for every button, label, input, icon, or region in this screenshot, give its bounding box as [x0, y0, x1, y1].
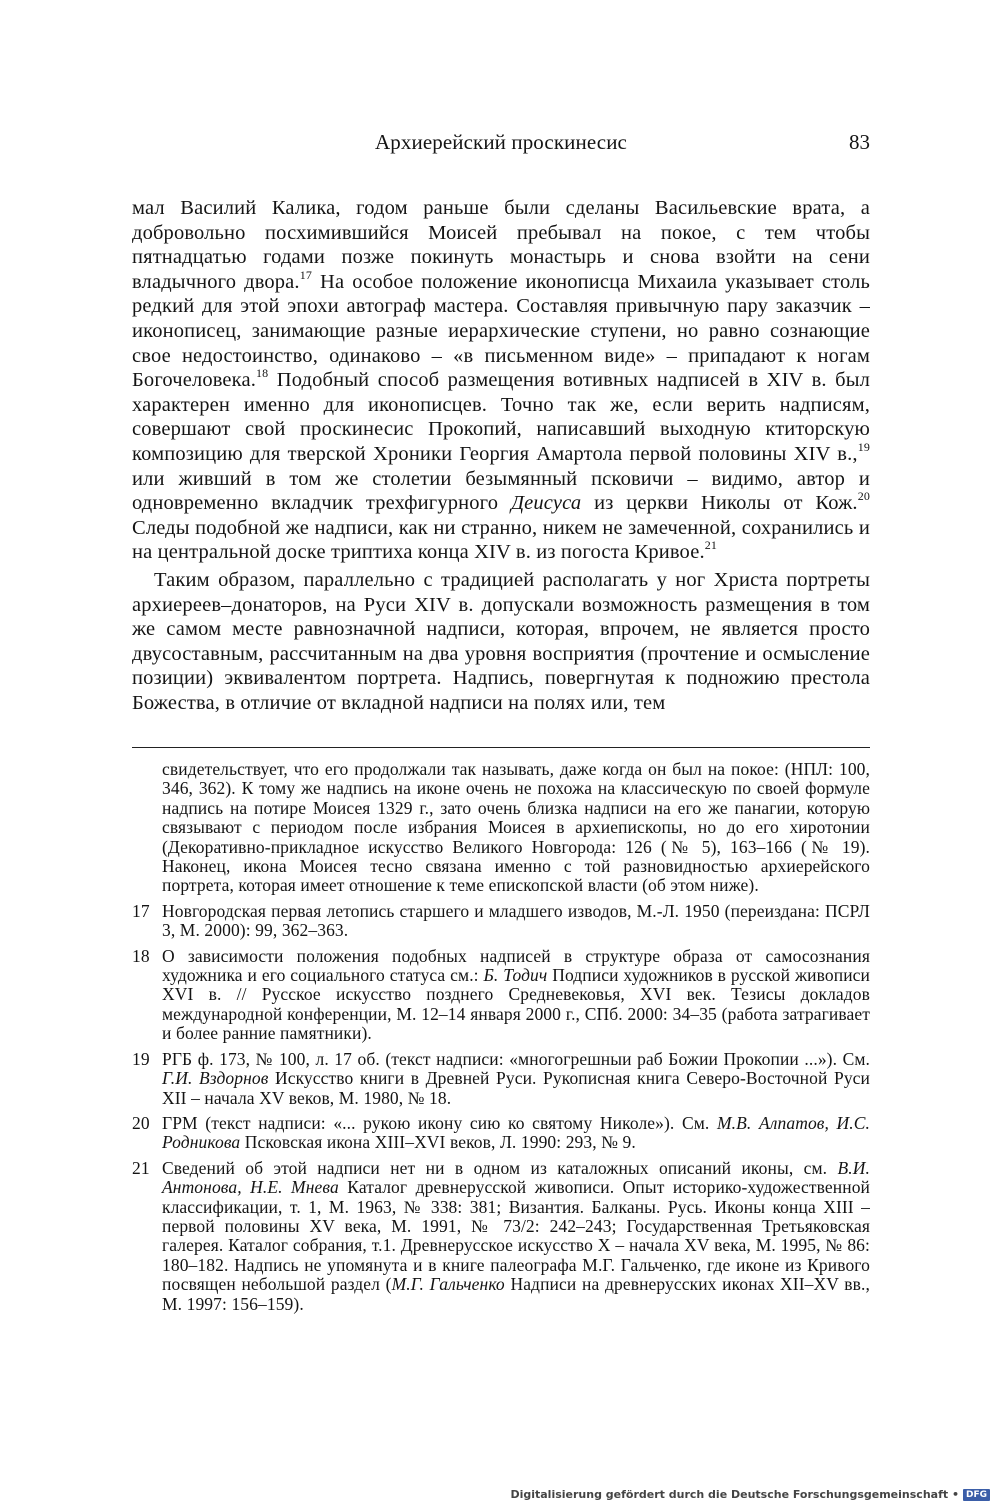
running-title: Архиерейский проскинесис — [375, 130, 627, 154]
footnote-number: 20 — [132, 1112, 150, 1133]
footnote-ref-20[interactable]: 20 — [857, 489, 870, 504]
footnote-ref-21[interactable]: 21 — [704, 538, 718, 553]
deisus-italic: Деисуса — [510, 492, 582, 515]
footnote-ref-18[interactable]: 18 — [256, 366, 269, 381]
footnote-20: 20 ГРМ (текст надписи: «... рукою икону сию ко святому Николе»). См. М.В. Алпатов, И.С. Родникова Псковская икона XIII–XVI веков, Л. 1990: 293, № 9. — [132, 1112, 870, 1153]
dfg-logo: DFG — [963, 1489, 990, 1501]
footnote-number: 18 — [132, 945, 150, 966]
footnote-number: 17 — [132, 900, 150, 921]
digitization-credit — [510, 1488, 990, 1501]
footnote-ref-17[interactable]: 17 — [299, 267, 313, 282]
footnote-ref-19[interactable]: 19 — [857, 439, 870, 454]
author-name: Б. Тодич — [483, 965, 548, 986]
author-name: М.В. Алпатов, И.С. Родникова — [162, 1112, 870, 1153]
footnotes — [132, 760, 870, 1320]
page-number: 83 — [849, 130, 870, 154]
author-name: Г.И. Вздорнов — [162, 1068, 269, 1089]
footnote-18: 18 О зависимости положения подобных надписей в структуре образа от самосознания художника и его социального статуса см.: Б. Тодич Подписи художников в русской живописи XVI в. // Русское искусство позднего Средневековья, XVI век. Тезисы докладов международной конференции, М. 12–14 января 2000 г., СПб. 2000: 34–35 (работа затрагивает и более ранние памятники). — [132, 945, 871, 1044]
footnote-21: 21 Сведений об этой надписи нет ни в одном из каталожных описаний иконы, см. В.И. Антонова, Н.Е. Мнева Каталог древнерусской живописи. Опыт историко-художественной классификации, т. 1, М. 1963, № 338: 381; Византия. Балканы. Русь. Иконы конца XIII – первой половины XV века, М. 1991, № 73/2: 242–243; Государственная Третьяковская галерея. Каталог собрания, т.1. Древнерусское искусство X – начала XV века, М. 1995, № 86: 180–182. Надпись не упомянута и в книге палеографа М.Г. Гальченко, где иконе из Кривого посвящен небольшой раздел (М.Г. Гальченко Надписи на древнерусских иконах XII–XV вв., М. 1997: 156–159). — [132, 1157, 871, 1314]
page-header — [132, 130, 870, 164]
footnote-continuation: свидетельствует, что его продолжали так называть, даже когда он был на покое: (НПЛ: 100, 346, 362). К тому же надпись на иконе очень не похожа на классическую по своей формуле надпись на потире Моисея 1329 г., зато очень близка надписи на его же панагии, которую связывают с периодом после избрания Моисея в архиепископы, но до его хиротонии (Декоративно-прикладное искусство Великого Новгорода: 126 (№ 5), 163–166 (№ 19). Наконец, икона Моисея тесно связана именно с той разновидностью архиерейского портрета, которая имеет отношение к теме епископской власти (об этом ниже). — [162, 759, 870, 896]
author-name: В.И. Антонова, Н.Е. Мнева — [162, 1157, 870, 1198]
author-name: М.Г. Гальченко — [391, 1274, 505, 1295]
footnote-separator — [132, 747, 870, 748]
paragraph-2: Таким образом, параллельно с традицией располагать у ног Христа портреты архиереев–донаторов, на Руси XIV в. допускали возможность размещения в том же самом месте равнозначной надписи, которая, впрочем, не является просто двусоставным, рассчитанным на два уровня восприятия (прочтение и осмысление позиции) эквивалентом портрета. Надпись, повергнутая к подножию престола Божества, в отличие от вкладной надписи на полях или, тем — [132, 568, 870, 714]
main-text — [132, 196, 870, 715]
footnote-number: 19 — [132, 1048, 150, 1069]
footnote-19: 19 РГБ ф. 173, № 100, л. 17 об. (текст надписи: «многогрешныи раб Божии Прокопии ...»). См. Г.И. Вздорнов Искусство книги в Древней Руси. Рукописная книга Северо-Восточной Руси XII – начала XV веков, М. 1980, № 18. — [132, 1048, 870, 1108]
paragraph-1: мал Василий Калика, годом раньше были сделаны Васильевские врата, а добровольно посхимившийся Моисей пребывал на покое, с тем чтобы пятнадцатью годами позже покинуть монастырь и снова взойти на сени владычного двора.$^{17}$ На особое положение иконописца Михаила указывает столь редкий для этой эпохи автограф мастера. Составляя привычную пару заказчик – иконописец, занимающие разные иерархические ступени, но равно сознающие свое недостоинство, одинаково – «в письменном виде» – припадают к ногам Богочеловека.$^{18}$ Подобный способ размещения вотивных надписей в XIV в. был характерен именно для иконописцев. Точно так же, если верить надписям, совершают свой проскинесис Прокопий, написавший выходную ктиторскую композицию для тверской Хроники Георгия Амартола первой половины XIV в.,$^{19}$ или живший в том же столетии безымянный псковичи – видимо, автор и одновременно вкладчик трехфигурного Деисуса из церкви Николы от Кож.$^{20}$ Следы подобной же надписи, как ни странно, никем не замеченной, сохранились и на центральной доске триптиха конца XIV в. из погоста Кривое.$^{21}$ — [132, 197, 870, 564]
footnote-number: 21 — [132, 1157, 150, 1178]
digitization-credit-text: Digitalisierung gefördert durch die Deutsche Forschungsgemeinschaft • — [510, 1488, 959, 1501]
footnote-17: 17 Новгородская первая летопись старшего и младшего изводов, М.-Л. 1950 (переиздана: ПСРЛ 3, М. 2000): 99, 362–363. — [132, 900, 870, 941]
